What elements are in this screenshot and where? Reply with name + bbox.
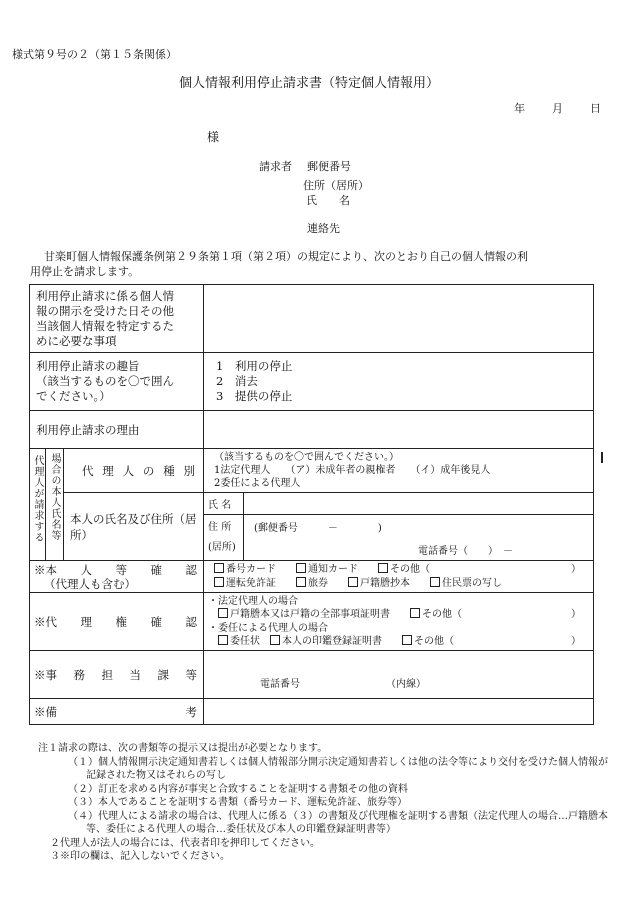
person-name-label: 氏 名 (204, 493, 244, 515)
addressee-suffix: 様 (207, 130, 220, 144)
agent-vertical-inner: 場合の本人氏名等 (46, 449, 64, 561)
row-remarks (30, 699, 594, 725)
agent-vertical-outer: 代理人が請求する (30, 449, 46, 561)
option-stop-provision[interactable]: 3 提供の停止 (216, 389, 293, 403)
intro-line-1: 甘楽町個人情報保護条例第２９条第１項（第２項）の規定により、次のとおり自己の個人情報の利 (44, 250, 528, 263)
remarks-label: ※備 考 (30, 699, 204, 725)
specification-label: 利用停止請求に係る個人情 報の開示を受けた日その他 当該個人情報を特定するた めに必要な事項 (30, 285, 204, 353)
staff-ext-label: （内線） (386, 679, 427, 690)
note-1-1: （１）個人情報開示決定通知書若しくは個人情報部分開示決定通知書若しくは他の法令等により交付を受けた個人情報が (68, 756, 608, 768)
note-1-1-cont: 記録された物又はそれらの写し (86, 770, 226, 781)
reason-label: 利用停止請求の理由 (30, 411, 204, 449)
form-number: 様式第９号の２（第１５条関係） (12, 48, 177, 61)
address-label: 住所（居所） (303, 179, 369, 192)
agent-type-options[interactable]: （該当するものを〇で囲んでください。） 1法定代理人 （ア）未成年者の親権者 （イ）成年後見人 2委任による代理人 (204, 449, 594, 493)
purpose-options[interactable] (204, 353, 594, 411)
staff-phone-label: 電話番号 (260, 679, 301, 690)
staff-field[interactable] (204, 651, 594, 699)
note-1-4: （４）代理人による請求の場合は、代理人に係る（３）の書類及び代理権を証明する書類（法定代理人の場合…戸籍謄本 (68, 810, 608, 822)
specification-field[interactable] (204, 285, 594, 353)
option-stop-use[interactable]: 1 利用の停止 (216, 359, 293, 373)
row-authority-confirm (30, 593, 594, 651)
requester-label: 請求者 (259, 160, 292, 173)
date-year: 年 (514, 102, 525, 115)
row-specification (30, 285, 594, 353)
date-month: 月 (552, 102, 563, 115)
authority-confirm-options[interactable]: ・法定代理人の場合 戸籍謄本又は戸籍の全部事項証明書 その他（ ） ・委任による代理人の場合 委任状 本人の印鑑登録証明書 その他（ ） (204, 593, 594, 651)
option-erase[interactable]: 2 消去 (216, 374, 258, 388)
row-purpose (30, 353, 594, 411)
margin-mark (601, 452, 603, 463)
note-2: ２代理人が法人の場合には、代表者印を押印してください。 (50, 837, 320, 849)
row-reason (30, 411, 594, 449)
remarks-field[interactable] (204, 699, 594, 725)
request-form-table (29, 284, 594, 725)
staff-label: ※事 務 担 当 課 等 (30, 651, 204, 699)
row-person-name (30, 493, 594, 515)
note-1-4-cont: 等、委任による代理人の場合…委任状及び本人の印鑑登録証明書等） (86, 824, 396, 835)
identity-confirm-label: ※本 人 等 確 認 （代理人も含む） (30, 561, 204, 593)
note-1-3: （３）本人であることを証明する書類（番号カード、運転免許証、旅券等） (68, 797, 408, 808)
authority-confirm-label: ※代 理 権 確 認 (30, 593, 204, 651)
agent-type-label: 代 理 人 の 種 別 (64, 449, 204, 493)
person-address-label: 住 所 (居所) (204, 515, 244, 561)
contact-label: 連絡先 (307, 222, 340, 235)
postal-label: 郵便番号 (307, 160, 351, 173)
date-day: 日 (590, 102, 601, 115)
row-staff (30, 651, 594, 699)
row-agent-type (30, 449, 594, 493)
identity-confirm-options[interactable]: 番号カード 通知カード その他（ ） 運転免許証 旅券 戸籍謄抄本 住民票の写し (204, 561, 594, 593)
note-1: 注１請求の際は、次の書類等の提示又は提出が必要となります。 (38, 743, 328, 754)
person-postal[interactable]: (郵便番号 － ) (244, 515, 594, 539)
purpose-label: 利用停止請求の趣旨 （該当するものを〇で囲ん でください。） (30, 353, 204, 411)
note-3: ３※印の欄は、記入しないでください。 (50, 851, 230, 862)
intro-line-2: 用停止を請求します。 (30, 265, 140, 278)
notes (38, 742, 618, 864)
name-label: 氏 名 (306, 194, 350, 207)
page-title: 個人情報利用停止請求書（特定個人情報用） (179, 76, 440, 91)
row-identity-confirm (30, 561, 594, 593)
person-name-field[interactable] (244, 493, 594, 515)
reason-field[interactable] (204, 411, 594, 449)
person-phone[interactable]: 電話番号（ ） － (244, 539, 594, 561)
person-label: 本人の氏名及び住所（居所） (64, 493, 204, 561)
note-1-2: （２）訂正を求める内容が事実と合致することを証明する書類その他の資料 (68, 783, 408, 795)
